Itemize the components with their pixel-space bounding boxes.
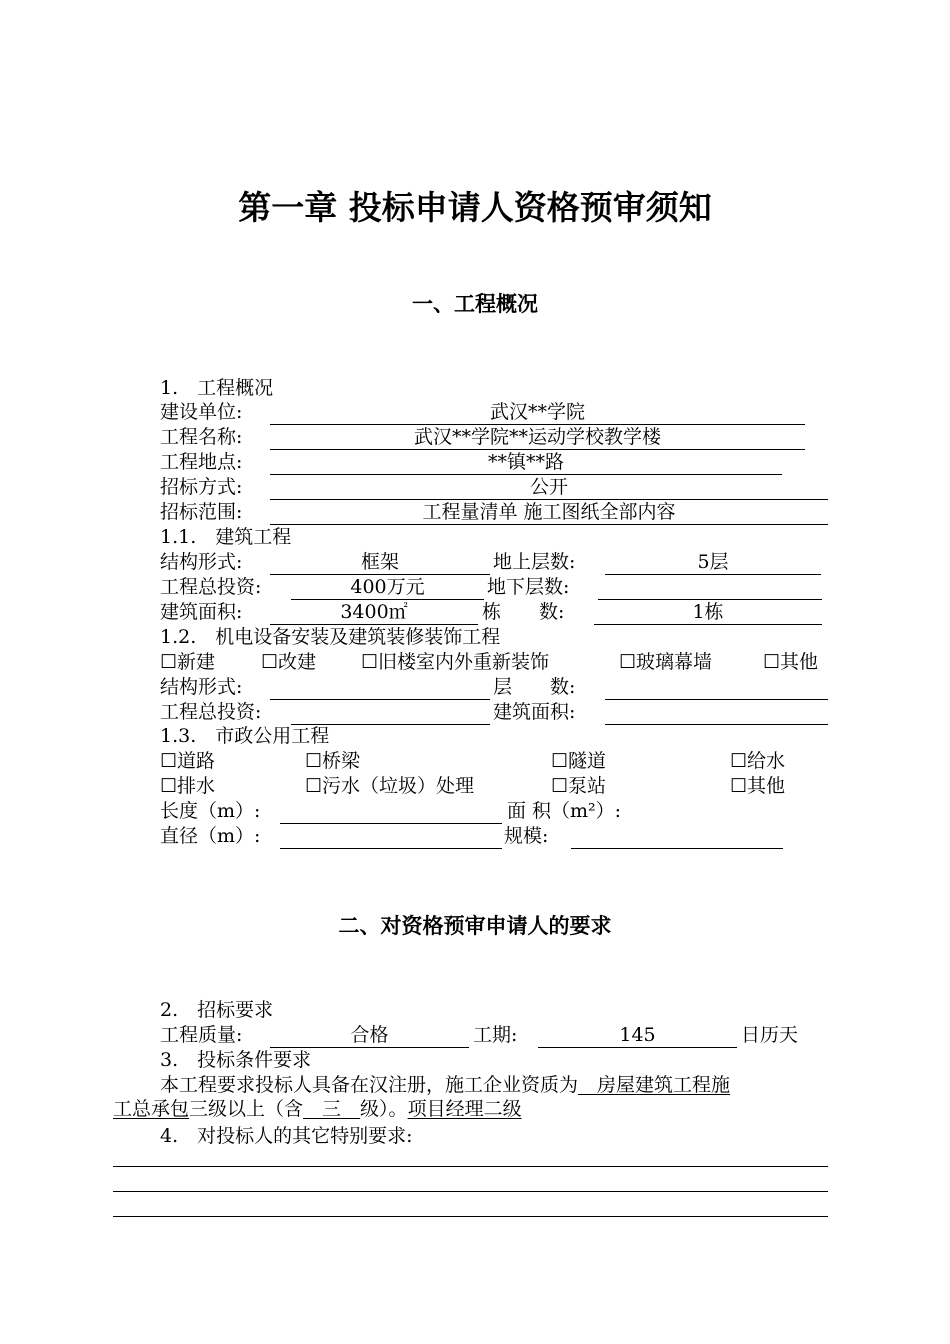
item-project-overview: 1. 工程概况 bbox=[160, 377, 274, 399]
label-structure: 结构形式: bbox=[160, 551, 243, 573]
label-investment-2: 工程总投资: bbox=[160, 701, 262, 723]
value-bid-method: 公开 bbox=[270, 475, 828, 500]
value-project-name: 武汉**学院**运动学校教学楼 bbox=[270, 425, 805, 450]
value-owner: 武汉**学院 bbox=[270, 400, 805, 425]
label-length: 长度（m）: bbox=[160, 800, 261, 822]
value-period: 145 bbox=[538, 1023, 737, 1048]
pm-grade-value: 项目经理二级 bbox=[407, 1098, 522, 1120]
qualification-value-cont: 工总承包 bbox=[113, 1098, 190, 1120]
checkbox-pump-station[interactable]: ☐泵站 bbox=[551, 775, 607, 797]
label-area-2: 建筑面积: bbox=[493, 701, 576, 723]
value-area: 3400㎡ bbox=[270, 600, 478, 625]
label-owner: 建设单位: bbox=[160, 401, 243, 423]
label-project-name: 工程名称: bbox=[160, 426, 243, 448]
section-heading-overview: 一、工程概况 bbox=[412, 291, 538, 316]
requirement-line-2 bbox=[113, 1097, 522, 1122]
label-diameter: 直径（m）: bbox=[160, 825, 261, 847]
checkbox-redecoration[interactable]: ☐旧楼室内外重新装饰 bbox=[361, 651, 550, 673]
value-location: **镇**路 bbox=[270, 450, 782, 475]
checkbox-glass-curtain[interactable]: ☐玻璃幕墙 bbox=[619, 651, 713, 673]
requirement-line-1 bbox=[160, 1073, 730, 1098]
blank-line-1 bbox=[113, 1166, 828, 1167]
checkbox-drainage[interactable]: ☐排水 bbox=[160, 775, 216, 797]
requirement-text-3: 级）。 bbox=[360, 1098, 408, 1120]
value-structure: 框架 bbox=[270, 550, 490, 575]
checkbox-water-supply[interactable]: ☐给水 bbox=[730, 750, 786, 772]
subheading-municipal: 1.3. 市政公用工程 bbox=[160, 725, 330, 747]
label-area-3: 面 积（m²）: bbox=[507, 800, 622, 822]
checkbox-renovation[interactable]: ☐改建 bbox=[261, 651, 317, 673]
label-location: 工程地点: bbox=[160, 451, 243, 473]
period-unit: 日历天 bbox=[741, 1024, 799, 1046]
value-area-2 bbox=[605, 700, 828, 725]
label-buildings: 栋 数: bbox=[482, 601, 565, 623]
blank-line-2 bbox=[113, 1191, 828, 1192]
value-scale bbox=[571, 824, 783, 849]
label-scale: 规模: bbox=[504, 825, 549, 847]
section-heading-requirements: 二、对资格预审申请人的要求 bbox=[338, 913, 612, 938]
subheading-building: 1.1. 建筑工程 bbox=[160, 526, 292, 548]
checkbox-new-build[interactable]: ☐新建 bbox=[160, 651, 216, 673]
value-quality: 合格 bbox=[270, 1023, 469, 1048]
checkbox-other-decoration[interactable]: ☐其他 bbox=[763, 651, 819, 673]
value-floors-above: 5层 bbox=[605, 550, 821, 575]
value-floors-below bbox=[598, 575, 822, 600]
item-special-requirements: 4. 对投标人的其它特别要求: bbox=[160, 1125, 413, 1147]
value-bid-scope: 工程量清单 施工图纸全部内容 bbox=[270, 500, 828, 525]
subheading-mep-decoration: 1.2. 机电设备安装及建筑装修装饰工程 bbox=[160, 626, 501, 648]
requirement-text-1: 本工程要求投标人具备在汉注册，施工企业资质为 bbox=[160, 1074, 579, 1096]
label-floors-above: 地上层数: bbox=[493, 551, 576, 573]
requirement-text-2: 三级以上（含 bbox=[189, 1098, 304, 1120]
checkbox-sewage[interactable]: ☐污水（垃圾）处理 bbox=[305, 775, 475, 797]
label-investment: 工程总投资: bbox=[160, 576, 262, 598]
label-bid-scope: 招标范围: bbox=[160, 501, 243, 523]
checkbox-tunnel[interactable]: ☐隧道 bbox=[551, 750, 607, 772]
grade-value: 三 bbox=[303, 1098, 361, 1120]
value-structure-2 bbox=[270, 675, 490, 700]
label-quality: 工程质量: bbox=[160, 1024, 243, 1046]
qualification-value: 房屋建筑工程施 bbox=[578, 1074, 731, 1096]
blank-line-3 bbox=[113, 1216, 828, 1217]
label-structure-2: 结构形式: bbox=[160, 676, 243, 698]
value-diameter bbox=[280, 824, 502, 849]
checkbox-road[interactable]: ☐道路 bbox=[160, 750, 216, 772]
label-area: 建筑面积: bbox=[160, 601, 243, 623]
label-floors-2: 层 数: bbox=[493, 676, 576, 698]
label-period: 工期: bbox=[473, 1024, 518, 1046]
label-floors-below: 地下层数: bbox=[487, 576, 570, 598]
checkbox-bridge[interactable]: ☐桥梁 bbox=[305, 750, 361, 772]
label-bid-method: 招标方式: bbox=[160, 476, 243, 498]
checkbox-other-municipal[interactable]: ☐其他 bbox=[730, 775, 786, 797]
item-bid-requirements: 2. 招标要求 bbox=[160, 999, 274, 1021]
value-investment-2 bbox=[291, 700, 490, 725]
value-floors-2 bbox=[605, 675, 828, 700]
item-bid-conditions: 3. 投标条件要求 bbox=[160, 1049, 312, 1071]
value-investment: 400万元 bbox=[291, 575, 484, 600]
value-buildings: 1栋 bbox=[594, 600, 822, 625]
value-length bbox=[280, 799, 502, 824]
page-title: 第一章 投标申请人资格预审须知 bbox=[238, 188, 712, 227]
